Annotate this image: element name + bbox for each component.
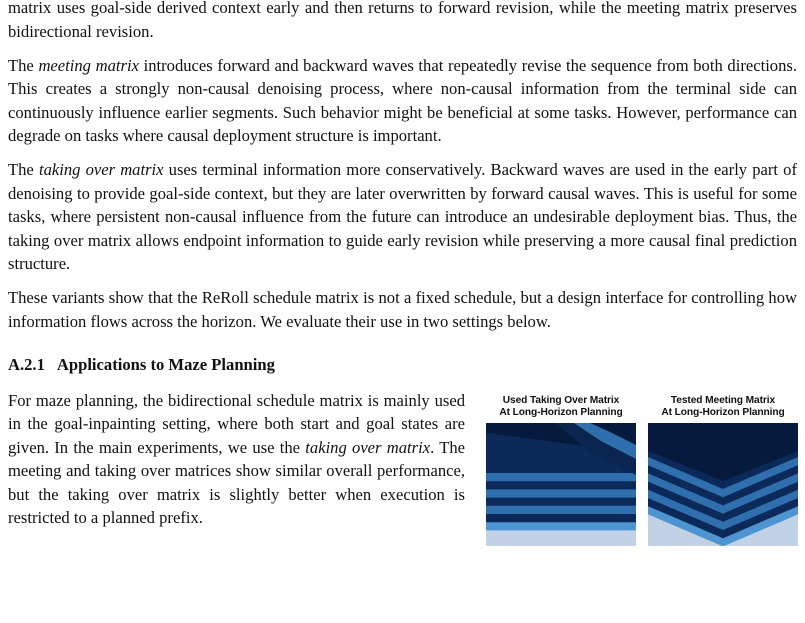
paragraph-meeting-matrix: [8, 54, 797, 148]
figure-taking-over-matrix: [486, 395, 636, 546]
paper-page: [8, 0, 797, 559]
figure-title-line: At Long-Horizon Planning: [499, 406, 623, 418]
text-span: The: [8, 160, 39, 179]
figure-title-line: At Long-Horizon Planning: [661, 406, 785, 418]
paragraph-maze-planning: [8, 389, 465, 530]
text-span: uses terminal information more conservatively. Backward waves are used in the early part of denoising to provide goal-side context, but they are later overwritten by forward causal waves. This is useful for some tasks, where persistent non-causal influence from the future can introduce an undesirable deployment bias. Thus, the taking over matrix allows endpoint information to guide early revision while preserving a more causal final prediction structure.: [8, 160, 797, 273]
paragraph-variants: These variants show that the ReRoll schedule matrix is not a fixed schedule, but a design interface for controlling how information flows across the horizon. We evaluate their use in two settings below.: [8, 288, 797, 331]
figure-title-line: Tested Meeting Matrix: [670, 394, 776, 406]
text-span: . The meeting and taking over matrices show similar overall performance, but the taking over matrix is slightly better when execution is restricted to a planned prefix.: [8, 437, 465, 527]
section-heading: [8, 353, 797, 377]
text-span: introduces forward and backward waves that repeatedly revise the sequence from both directions. This creates a strongly non-causal denoising process, where non-causal information from the terminal side can continuously influence earlier segments. Such behavior might be beneficial at some tasks. However, performance can degrade on tasks where causal deployment structure is important.: [8, 55, 797, 145]
text-span: For maze planning, the bidirectional schedule matrix is mainly used in the goal-inpainting setting, where both start and goal states are given. In the main experiments, we use the: [8, 390, 465, 457]
section-title: Applications to Maze Planning: [56, 355, 275, 374]
text-span: The: [8, 55, 39, 75]
emphasis-taking-over-matrix: taking over matrix: [305, 437, 431, 457]
taking-over-matrix-image: [486, 423, 636, 546]
paragraph-intro-tail: matrix uses goal-side derived context early and then returns to forward revision, while the meeting matrix preserves bidirectional revision.: [8, 0, 797, 41]
emphasis-meeting-matrix: meeting matrix: [38, 55, 139, 75]
figure-title-line: Used Taking Over Matrix: [502, 394, 620, 406]
figure-title: [648, 395, 798, 419]
section-number: A.2.1: [8, 355, 45, 374]
figure-meeting-matrix: [648, 395, 798, 546]
figure-title: [486, 395, 636, 419]
paragraph-taking-over-matrix: [8, 158, 797, 276]
maze-section: [8, 389, 797, 559]
meeting-matrix-image: [648, 423, 798, 546]
emphasis-taking-over-matrix: taking over matrix: [38, 160, 164, 179]
